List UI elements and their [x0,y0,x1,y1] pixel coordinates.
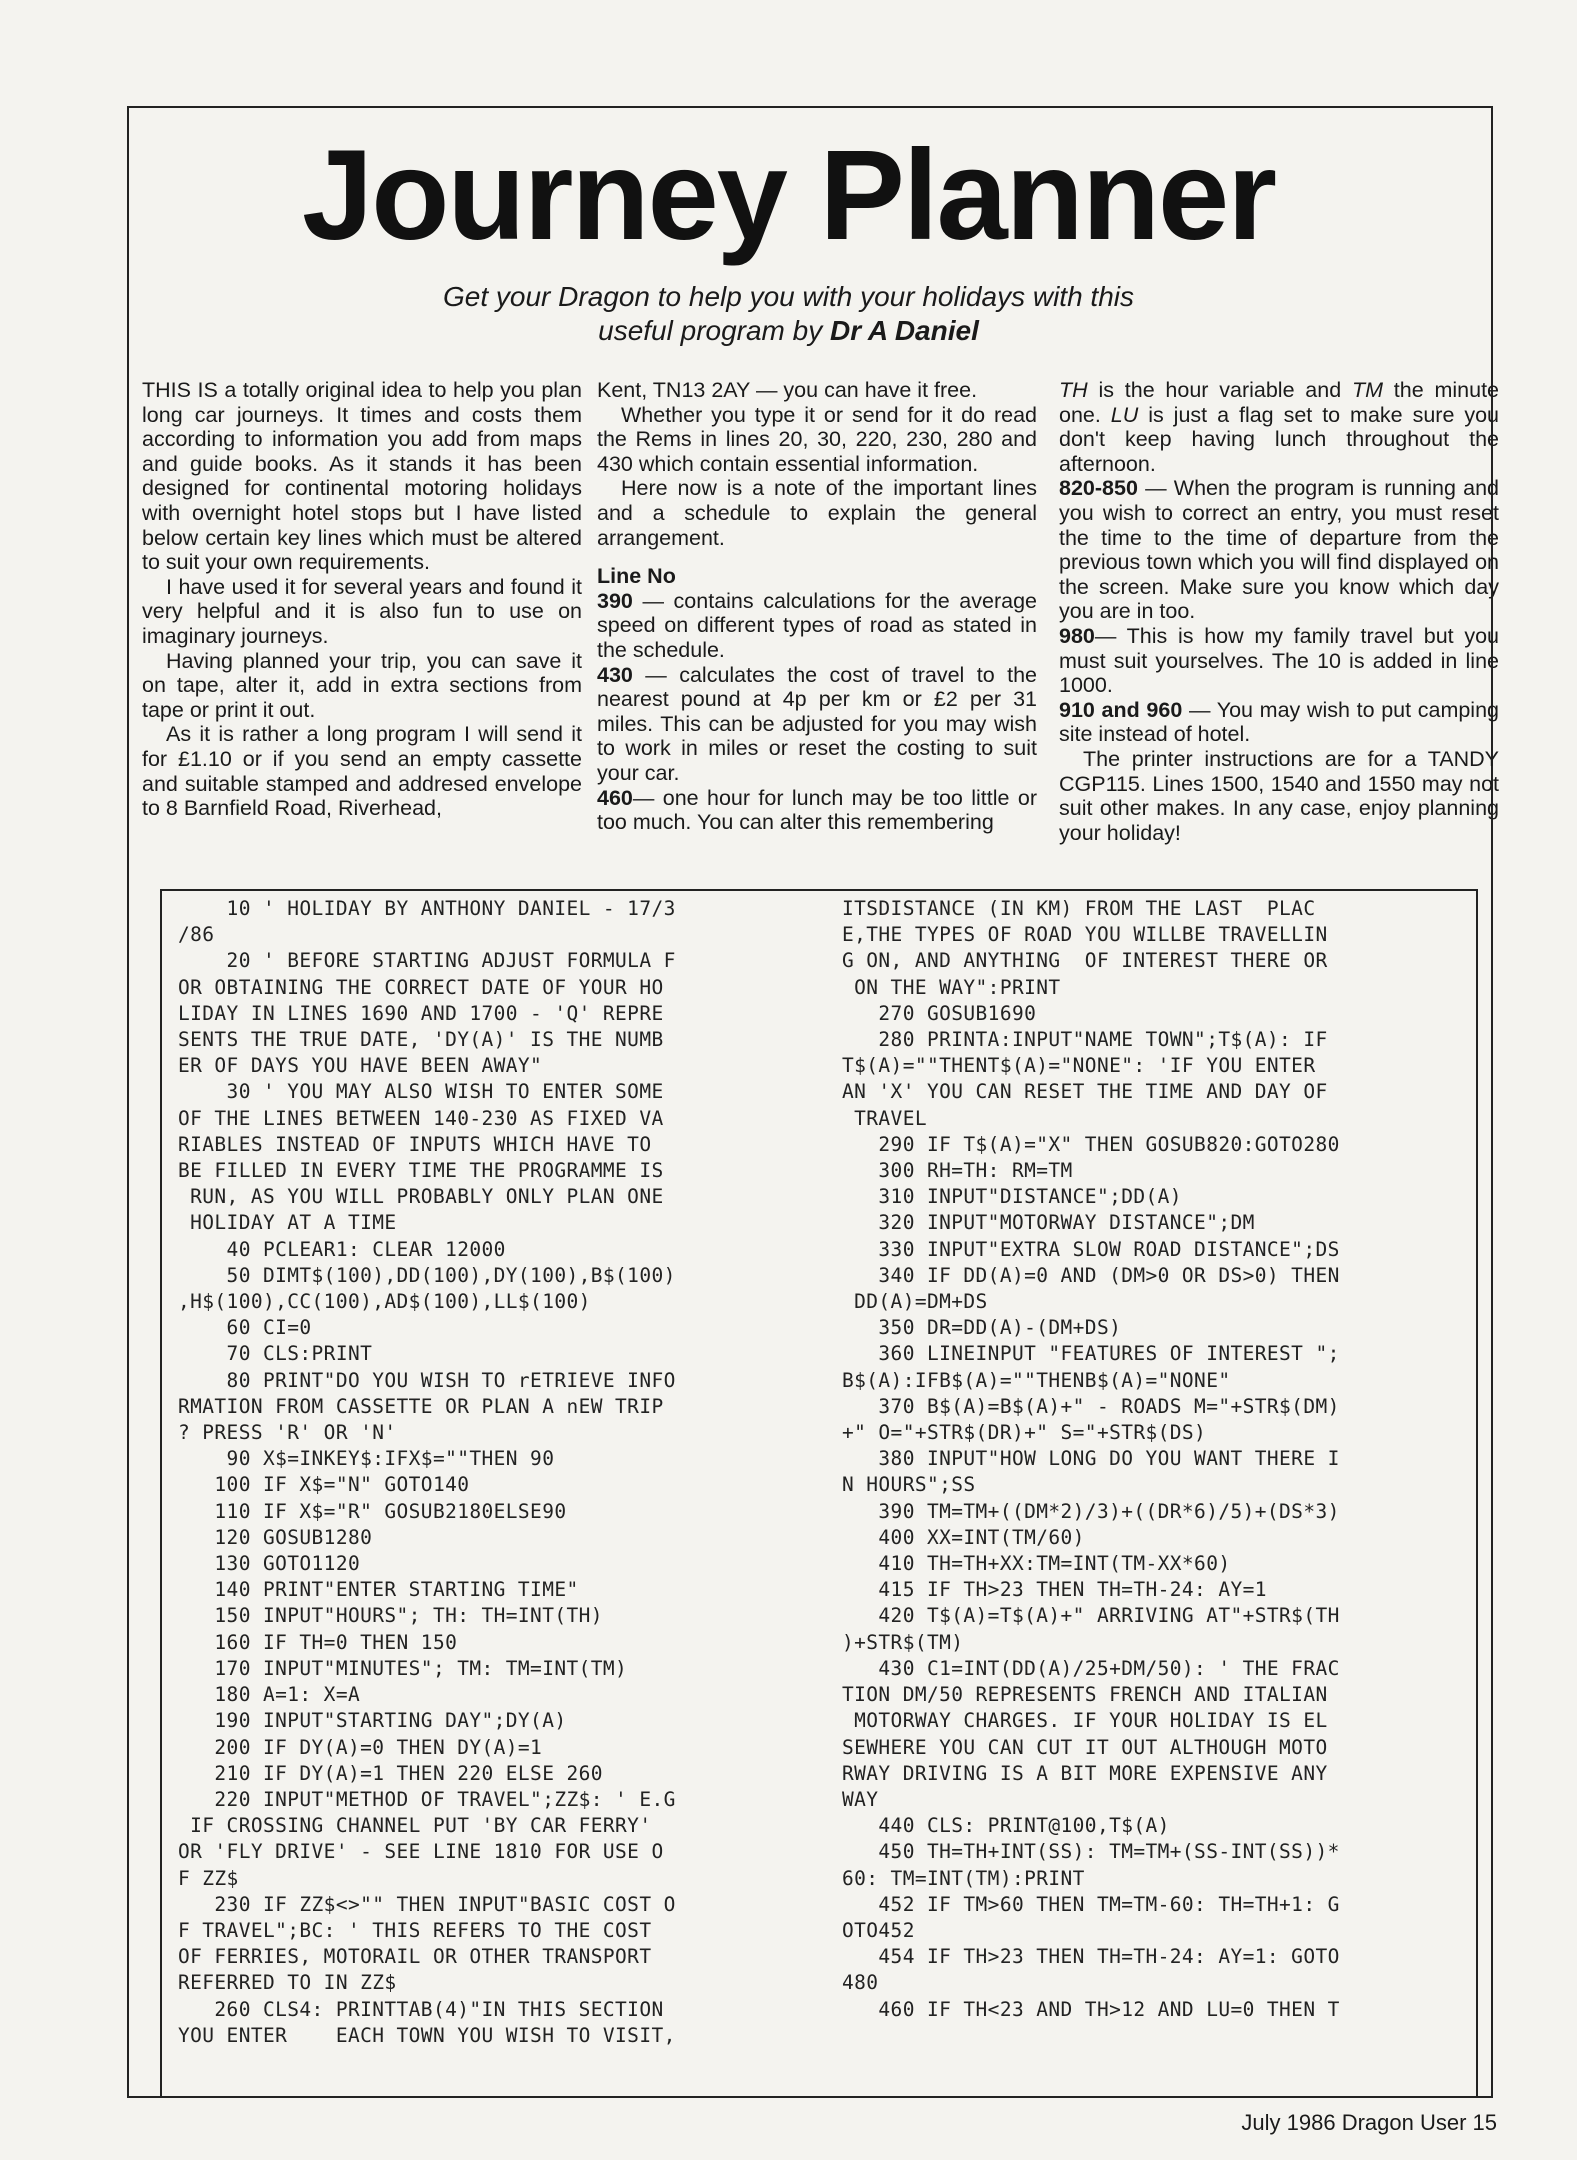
section-heading [597,564,1037,589]
article-subtitle [300,280,1277,348]
line-number: 430 [597,662,633,687]
paragraph: Whether you type it or send for it do read the Rems in lines 20, 30, 220, 230, 280 and 430 which contain essential information. [597,402,1037,476]
subtitle-line-1: Get your Dragon to help you with your holidays with this [442,281,1135,312]
text: is the hour variable and [1087,378,1352,402]
text-column-1 [142,378,582,821]
line-number: 390 [597,588,633,613]
line-number: 820-850 [1059,476,1138,501]
text-column-2 [597,378,1037,835]
line-number: 980 [1059,623,1095,648]
line-note-text: — calculates the cost of travel to the nearest pound at 4p per km or £2 per 31 miles. This can be adjusted for you may wish to work in miles or reset the costing to suit your car. [597,662,1037,785]
var-name: TM [1351,378,1384,402]
text-column-3 [1059,378,1499,845]
paragraph: Kent, TN13 2AY — you can have it free. [597,378,978,402]
line-note-text: — contains calculations for the average speed on different types of road as stated in the schedule. [597,588,1037,662]
text: the minute one. [1059,378,1499,427]
var-name: TH [1059,378,1088,402]
article-title: Journey Planner [302,124,1275,267]
heading-text: Line No [597,564,676,589]
subtitle-line-2: useful program by [598,315,823,346]
paragraph: Having planned your trip, you can save it on tape, alter it, add in extra sections from tape or print it out. [142,648,582,722]
text: is just a flag set to make sure you don't keep having lunch throughout the afternoon. [1059,402,1499,476]
line-note [597,663,1037,786]
paragraph: THIS IS a totally original idea to help you plan long car journeys. It times and costs them according to information you add from maps and guide books. As it stands it has been designed for continental motoring holidays with overnight hotel stops but I have listed below certain key lines which must be altered to suit your own requirements. [142,378,582,575]
line-note-text: — one hour for lunch may be too little or too much. You can alter this remembering [597,785,1037,835]
var-name: LU [1110,402,1139,427]
program-listing-right: ITSDISTANCE (IN KM) FROM THE LAST PLAC E,THE TYPES OF ROAD YOU WILLBE TRAVELLIN G ON, AND ANYTHING OF INTEREST THERE OR ON THE WAY":PRINT 270 GOSUB1690 280 PRINTA:INPUT"NAME TOWN";T$(A): IF T$(A)=""THENT$(A)="NONE": 'IF YOU ENTER AN 'X' YOU CAN RESET THE TIME AND DAY OF TRAVEL 290 IF T$(A)="X" THEN GOSUB820:GOTO280 300 RH=TH: RM=TM 310 INPUT"DISTANCE";DD(A) 320 INPUT"MOTORWAY DISTANCE";DM 330 INPUT"EXTRA SLOW ROAD DISTANCE";DS 340 IF DD(A)=0 AND (DM>0 OR DS>0) THEN DD(A)=DM+DS 350 DR=DD(A)-(DM+DS) 360 LINEINPUT "FEATURES OF INTEREST "; B$(A):IFB$(A)=""THENB$(A)="NONE" 370 B$(A)=B$(A)+" - ROADS M="+STR$(DM) +" O="+STR$(DR)+" S="+STR$(DS) 380 INPUT"HOW LONG DO YOU WANT THERE I N HOURS";SS 390 TM=TM+((DM*2)/3)+((DR*6)/5)+(DS*3) 400 XX=INT(TM/60) 410 TH=TH+XX:TM=INT(TM-XX*60) 415 IF TH>23 THEN TH=TH-24: AY=1 420 T$(A)=T$(A)+" ARRIVING AT"+STR$(TH )+STR$(TM) 430 C1=INT(DD(A)/25+DM/50): ' THE FRAC TION DM/50 REPRESENTS FRENCH AND ITALIAN MOTORWAY CHARGES. IF YOUR HOLIDAY IS EL SEWHERE YOU CAN CUT IT OUT ALTHOUGH MOTO RWAY DRIVING IS A BIT MORE EXPENSIVE ANY WAY 440 CLS: PRINT@100,T$(A) 450 TH=TH+INT(SS): TM=TM+(SS-INT(SS))* 60: TM=INT(TM):PRINT 452 IF TM>60 THEN TM=TM-60: TH=TH+1: G OTO452 454 IF TH>23 THEN TH=TH-24: AY=1: GOTO 480 460 IF TH<23 AND TH>12 AND LU=0 THEN T [842,897,1340,2021]
paragraph: Here now is a note of the important lines and a schedule to explain the general arrangement. [597,476,1037,550]
line-note [597,786,1037,835]
line-note-text: — This is how my family travel but you must suit yourselves. The 10 is added in line 1000. [1059,623,1499,698]
line-note [1059,476,1499,624]
line-note [597,589,1037,663]
page-footer: July 1986 Dragon User 15 [1241,2110,1497,2135]
line-note [1059,698,1499,747]
line-note-text: — When the program is running and you wish to correct an entry, you must reset the time to the time of departure from the previous town which you will find displayed on the screen. Make sure you know which day you are in too. [1059,476,1499,624]
line-note [1059,624,1499,698]
author-name: Dr A Daniel [830,315,979,346]
line-note-text: — You may wish to put camping site instead of hotel. [1059,697,1500,747]
line-number: 910 and 960 [1059,697,1183,722]
paragraph: As it is rather a long program I will send it for £1.10 or if you send an empty cassette and suitable stamped and addresed envelope to 8 Barnfield Road, Riverhead, [142,722,582,821]
paragraph [1059,378,1499,476]
paragraph: I have used it for several years and found it very helpful and it is also fun to use on imaginary journeys. [142,574,582,648]
paragraph: The printer instructions are for a TANDY CGP115. Lines 1500, 1540 and 1550 may not suit other makes. In any case, enjoy planning your holiday! [1059,746,1499,845]
line-number: 460 [597,785,633,810]
program-listing-left: 10 ' HOLIDAY BY ANTHONY DANIEL - 17/3 /86 20 ' BEFORE STARTING ADJUST FORMULA F OR OBTAINING THE CORRECT DATE OF YOUR HO LIDAY IN LINES 1690 AND 1700 - 'Q' REPRE SENTS THE TRUE DATE, 'DY(A)' IS THE NUMB ER OF DAYS YOU HAVE BEEN AWAY" 30 ' YOU MAY ALSO WISH TO ENTER SOME OF THE LINES BETWEEN 140-230 AS FIXED VA RIABLES INSTEAD OF INPUTS WHICH HAVE TO BE FILLED IN EVERY TIME THE PROGRAMME IS RUN, AS YOU WILL PROBABLY ONLY PLAN ONE HOLIDAY AT A TIME 40 PCLEAR1: CLEAR 12000 50 DIMT$(100),DD(100),DY(100),B$(100) ,H$(100),CC(100),AD$(100),LL$(100) 60 CI=0 70 CLS:PRINT 80 PRINT"DO YOU WISH TO rETRIEVE INFO RMATION FROM CASSETTE OR PLAN A nEW TRIP ? PRESS 'R' OR 'N' 90 X$=INKEY$:IFX$=""THEN 90 100 IF X$="N" GOTO140 110 IF X$="R" GOSUB2180ELSE90 120 GOSUB1280 130 GOTO1120 140 PRINT"ENTER STARTING TIME" 150 INPUT"HOURS"; TH: TH=INT(TH) 160 IF TH=0 THEN 150 170 INPUT"MINUTES"; TM: TM=INT(TM) 180 A=1: X=A 190 INPUT"STARTING DAY";DY(A) 200 IF DY(A)=0 THEN DY(A)=1 210 IF DY(A)=1 THEN 220 ELSE 260 220 INPUT"METHOD OF TRAVEL";ZZ$: ' E.G IF CROSSING CHANNEL PUT 'BY CAR FERRY' OR 'FLY DRIVE' - SEE LINE 1810 FOR USE O F ZZ$ 230 IF ZZ$<>"" THEN INPUT"BASIC COST O F TRAVEL";BC: ' THIS REFERS TO THE COST OF FERRIES, MOTORAIL OR OTHER TRANSPORT REFERRED TO IN ZZ$ 260 CLS4: PRINTTAB(4)"IN THIS SECTION YOU ENTER EACH TOWN YOU WISH TO VISIT, [178,897,676,2047]
